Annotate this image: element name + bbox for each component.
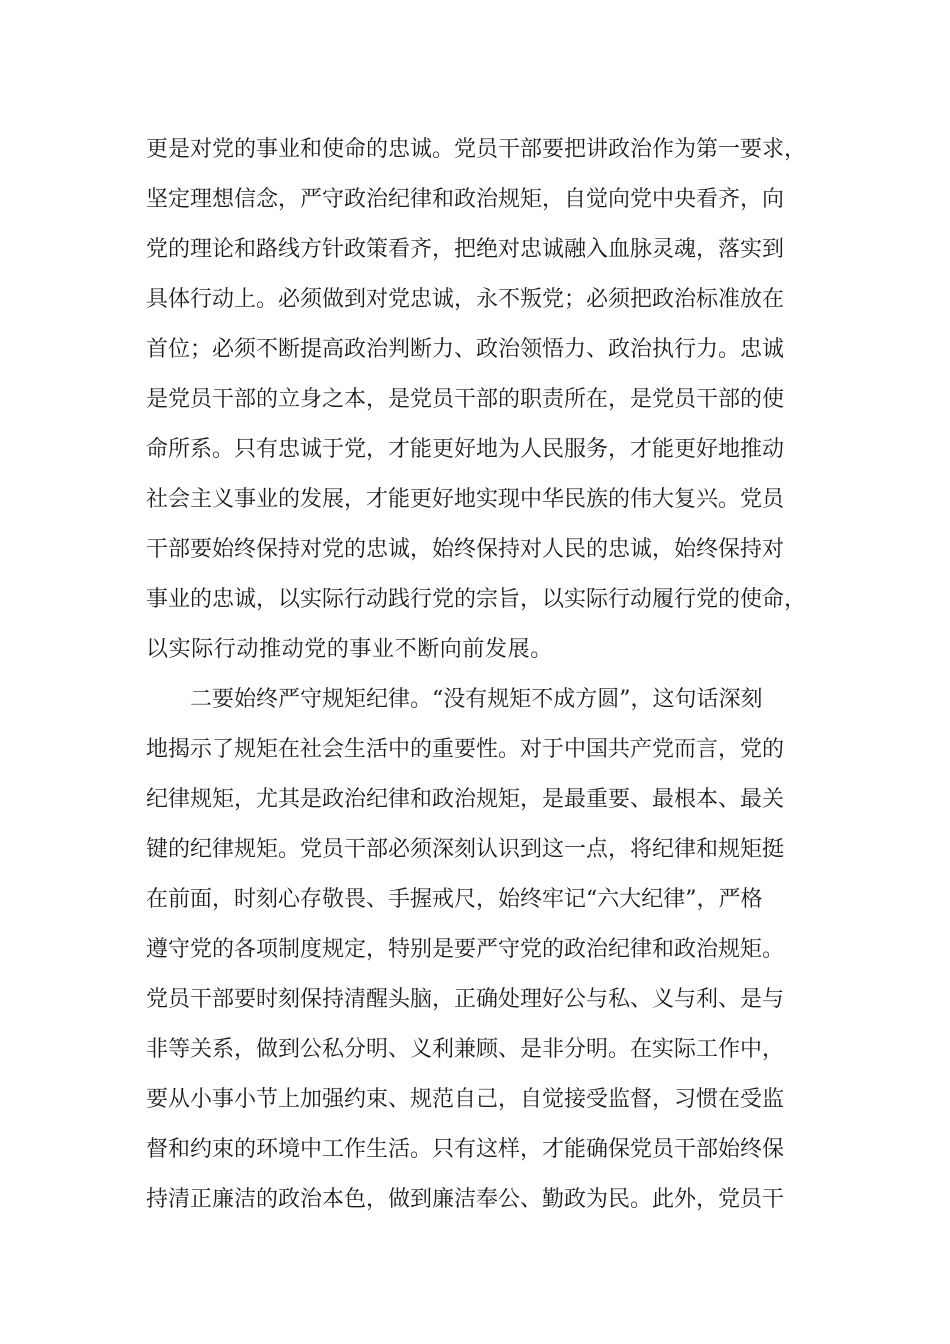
text-line: 首位；必须不断提高政治判断力、政治领悟力、政治执行力。忠诚 [146, 337, 785, 362]
text-line: 命所系。只有忠诚于党，才能更好地为人民服务，才能更好地推动 [146, 437, 785, 462]
text-line: 以实际行动推动党的事业不断向前发展。 [146, 637, 553, 662]
text-line: 在前面，时刻心存敬畏、手握戒尺，始终牢记“六大纪律”，严格 [146, 887, 763, 912]
text-line: 事业的忠诚，以实际行动践行党的宗旨，以实际行动履行党的使命， [146, 587, 807, 612]
text-line: 社会主义事业的发展，才能更好地实现中华民族的伟大复兴。党员 [146, 487, 785, 512]
text-line: 键的纪律规矩。党员干部必须深刻认识到这一点，将纪律和规矩挺 [146, 837, 785, 862]
text-line: 纪律规矩，尤其是政治纪律和政治规矩，是最重要、最根本、最关 [146, 787, 785, 812]
text-line: 督和约束的环境中工作生活。只有这样，才能确保党员干部始终保 [146, 1137, 785, 1162]
text-line: 党的理论和路线方针政策看齐，把绝对忠诚融入血脉灵魂，落实到 [146, 237, 785, 262]
text-line: 地揭示了规矩在社会生活中的重要性。对于中国共产党而言，党的 [146, 737, 785, 762]
text-line: 更是对党的事业和使命的忠诚。党员干部要把讲政治作为第一要求， [146, 137, 807, 162]
text-line: 干部要始终保持对党的忠诚，始终保持对人民的忠诚，始终保持对 [146, 537, 785, 562]
text-line: 党员干部要时刻保持清醒头脑，正确处理好公与私、义与利、是与 [146, 987, 785, 1012]
text-line: 具体行动上。必须做到对党忠诚，永不叛党；必须把政治标准放在 [146, 287, 785, 312]
text-line: 是党员干部的立身之本，是党员干部的职责所在，是党员干部的使 [146, 387, 785, 412]
text-line: 非等关系，做到公私分明、义利兼顾、是非分明。在实际工作中， [146, 1037, 785, 1062]
text-line: 持清正廉洁的政治本色，做到廉洁奉公、勤政为民。此外，党员干 [146, 1187, 785, 1212]
text-line: 坚定理想信念，严守政治纪律和政治规矩，自觉向党中央看齐，向 [146, 187, 785, 212]
text-line: 遵守党的各项制度规定，特别是要严守党的政治纪律和政治规矩。 [146, 937, 785, 962]
text-line: 要从小事小节上加强约束、规范自己，自觉接受监督，习惯在受监 [146, 1087, 785, 1112]
paragraph-first-line: 二要始终严守规矩纪律。“没有规矩不成方圆”，这句话深刻 [190, 687, 763, 712]
